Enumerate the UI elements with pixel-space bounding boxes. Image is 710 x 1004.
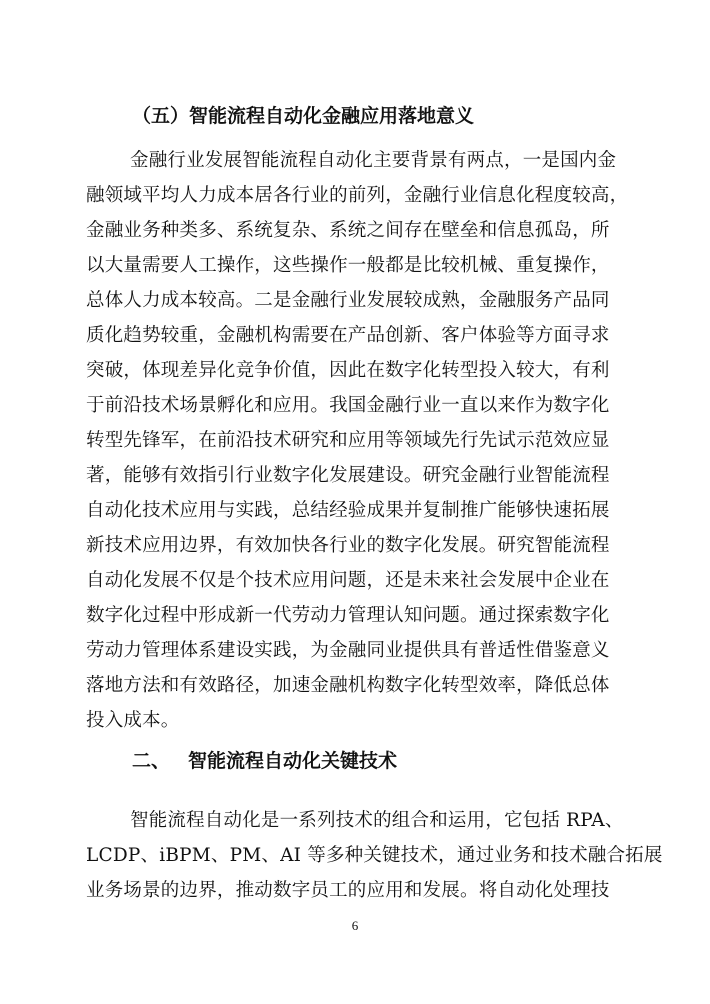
chapter-title: 智能流程自动化关键技术 [188,750,398,772]
paragraph-line: 总体人力成本较高。二是金融行业发展较成熟，金融服务产品同 [86,290,610,311]
paragraph-line: 金融行业发展智能流程自动化主要背景有两点，一是国内金 [130,150,617,171]
chapter-heading [132,749,397,773]
paragraph-line: 质化趋势较重，金融机构需要在产品创新、客户体验等方面寻求 [86,325,610,346]
paragraph-line: 金融业务种类多、系统复杂、系统之间存在壁垒和信息孤岛，所 [86,220,610,241]
paragraph-line: 劳动力管理体系建设实践，为金融同业提供具有普适性借鉴意义 [86,640,610,661]
paragraph-line: 投入成本。 [86,710,180,731]
paragraph-line: 新技术应用边界，有效加快各行业的数字化发展。研究智能流程 [86,535,610,556]
section-heading: （五）智能流程自动化金融应用落地意义 [132,105,475,127]
paragraph-line: 于前沿技术场景孵化和应用。我国金融行业一直以来作为数字化 [86,395,610,416]
paragraph-line: 以大量需要人工操作，这些操作一般都是比较机械、重复操作， [86,255,610,276]
paragraph-line: 落地方法和有效路径，加速金融机构数字化转型效率，降低总体 [86,675,610,696]
paragraph-line: 自动化发展不仅是个技术应用问题，还是未来社会发展中企业在 [86,570,610,591]
paragraph-background-significance [86,143,646,738]
paragraph-line: 著，能够有效指引行业数字化发展建设。研究金融行业智能流程 [86,465,610,486]
paragraph-line: LCDP、iBPM、PM、AI 等多种关键技术，通过业务和技术融合拓展 [86,845,663,866]
paragraph-line: 突破，体现差异化竞争价值，因此在数字化转型投入较大，有利 [86,360,610,381]
paragraph-line: 数字化过程中形成新一代劳动力管理认知问题。通过探索数字化 [86,605,610,626]
paragraph-line: 融领域平均人力成本居各行业的前列，金融行业信息化程度较高， [86,185,629,206]
paragraph-line: 自动化技术应用与实践，总结经验成果并复制推广能够快速拓展 [86,500,610,521]
paragraph-key-technologies [86,803,663,908]
paragraph-line: 智能流程自动化是一系列技术的组合和运用，它包括 RPA、 [130,810,624,831]
paragraph-line: 转型先锋军，在前沿技术研究和应用等领域先行先试示范效应显 [86,430,610,451]
paragraph-line: 业务场景的边界，推动数字员工的应用和发展。将自动化处理技 [86,880,610,901]
chapter-number: 二、 [132,750,171,772]
page-number: 6 [351,918,359,933]
